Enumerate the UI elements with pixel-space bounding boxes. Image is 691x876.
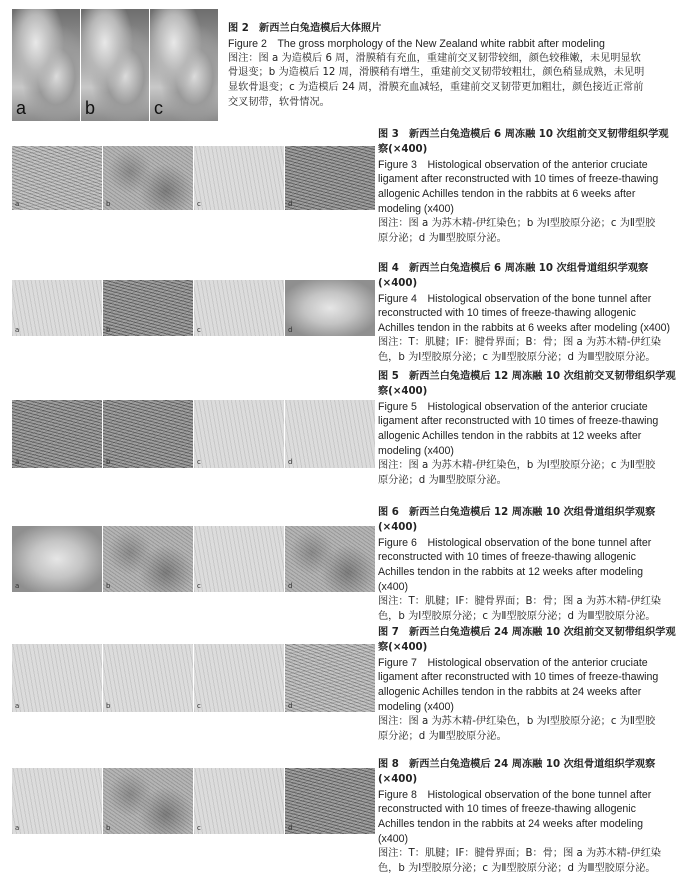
fig8-panel-d bbox=[285, 768, 375, 834]
fig5-title: 图 5 新西兰白兔造模后 12 周冻融 10 次组前交叉韧带组织学观 bbox=[378, 371, 676, 382]
fig5-caption bbox=[378, 370, 684, 488]
fig7-title: 察(×400) bbox=[378, 641, 428, 653]
panel-label: a bbox=[15, 824, 20, 832]
fig6-en-line: reconstructed with 10 times of freeze-thawing allogenic bbox=[378, 551, 636, 564]
fig5-panels bbox=[12, 400, 375, 468]
fig6-note-line: 色，b 为Ⅰ型胶原分泌；c 为Ⅱ型胶原分泌；d 为Ⅲ型胶原分泌。 bbox=[378, 610, 656, 622]
fig6-panel-b bbox=[103, 526, 193, 592]
fig3-note-line: 原分泌；d 为Ⅲ型胶原分泌。 bbox=[378, 232, 507, 244]
fig4-panel-a bbox=[12, 280, 102, 336]
fig8-en-line: (x400) bbox=[378, 832, 409, 845]
fig5-panel-d bbox=[285, 400, 375, 468]
fig3-en-line: Figure 3 Histological observation of the anterior cruciate bbox=[378, 158, 648, 171]
panel-label: b bbox=[106, 824, 111, 832]
fig8-caption bbox=[378, 758, 684, 876]
panel-label: d bbox=[288, 582, 293, 590]
fig3-title: 图 3 新西兰白兔造模后 6 周冻融 10 次组前交叉韧带组织学观 bbox=[378, 129, 669, 140]
panel-label: b bbox=[106, 200, 111, 208]
fig5-title: 察(×400) bbox=[378, 385, 428, 397]
fig5-note-line: 原分泌；d 为Ⅲ型胶原分泌。 bbox=[378, 474, 507, 486]
panel-label: a bbox=[15, 582, 20, 590]
fig4-note-line: 图注：T：肌腱；IF：腱骨界面；B：骨；图 a 为苏木精-伊红染 bbox=[378, 336, 661, 348]
fig4-en-line: Achilles tendon in the rabbits at 6 weeks after modeling (x400) bbox=[378, 322, 671, 335]
panel-label: b bbox=[106, 458, 111, 466]
fig4-title: 图 4 新西兰白兔造模后 6 周冻融 10 次组骨道组织学观察(×400) bbox=[378, 263, 649, 289]
fig8-note-line: 图注：T：肌腱；IF：腱骨界面；B：骨；图 a 为苏木精-伊红染 bbox=[378, 847, 661, 859]
fig3-title: 察(×400) bbox=[378, 143, 428, 155]
fig4-en-line: Figure 4 Histological observation of the bone tunnel after bbox=[378, 292, 652, 305]
fig6-panels bbox=[12, 526, 375, 592]
panel-label: c bbox=[197, 702, 201, 710]
panel-label: b bbox=[85, 98, 96, 118]
fig6-title: 图 6 新西兰白兔造模后 12 周冻融 10 次组骨道组织学观察(×400) bbox=[378, 507, 656, 533]
fig5-panel-c bbox=[194, 400, 284, 468]
panel-label: c bbox=[197, 824, 201, 832]
fig8-panel-c bbox=[194, 768, 284, 834]
fig4-panel-d bbox=[285, 280, 375, 336]
panel-label: a bbox=[16, 98, 27, 118]
fig5-panel-b bbox=[103, 400, 193, 468]
fig6-panel-a bbox=[12, 526, 102, 592]
fig7-en-line: modeling (x400) bbox=[378, 700, 454, 713]
panel-label: a bbox=[15, 702, 20, 710]
fig2-en-line: Figure 2 The gross morphology of the New Zealand white rabbit after modeling bbox=[228, 37, 605, 50]
panel-label: d bbox=[288, 824, 293, 832]
fig3-panels bbox=[12, 146, 375, 210]
panel-label: b bbox=[106, 582, 111, 590]
fig6-en-line: Achilles tendon in the rabbits at 12 weeks after modeling bbox=[378, 566, 643, 579]
fig3-en-line: modeling (x400) bbox=[378, 202, 454, 215]
fig3-en-line: allogenic Achilles tendon in the rabbits at 6 weeks after bbox=[378, 188, 636, 201]
fig3-panel-b bbox=[103, 146, 193, 210]
panel-label: c bbox=[154, 98, 163, 118]
fig5-note-line: 图注：图 a 为苏木精-伊红染色，b 为Ⅰ型胶原分泌；c 为Ⅱ型胶 bbox=[378, 459, 656, 471]
fig3-caption bbox=[378, 128, 684, 246]
fig4-note-line: 色，b 为Ⅰ型胶原分泌；c 为Ⅱ型胶原分泌；d 为Ⅲ型胶原分泌。 bbox=[378, 351, 656, 363]
panel-label: d bbox=[288, 200, 293, 208]
fig7-note-line: 图注：图 a 为苏木精-伊红染色，b 为Ⅰ型胶原分泌；c 为Ⅱ型胶 bbox=[378, 715, 656, 727]
fig7-panel-c bbox=[194, 644, 284, 712]
fig6-panel-d bbox=[285, 526, 375, 592]
panel-label: a bbox=[15, 200, 20, 208]
fig3-panel-c bbox=[194, 146, 284, 210]
fig7-panel-d bbox=[285, 644, 375, 712]
panel-label: d bbox=[288, 326, 293, 334]
fig4-panel-c bbox=[194, 280, 284, 336]
fig8-title: 图 8 新西兰白兔造模后 24 周冻融 10 次组骨道组织学观察(×400) bbox=[378, 759, 656, 785]
fig8-panel-b bbox=[103, 768, 193, 834]
fig7-note-line: 原分泌；d 为Ⅲ型胶原分泌。 bbox=[378, 730, 507, 742]
panel-label: b bbox=[106, 702, 111, 710]
fig8-panel-a bbox=[12, 768, 102, 834]
fig4-en-line: reconstructed with 10 times of freeze-thawing allogenic bbox=[378, 307, 636, 320]
fig2-note-line: 交叉韧带，软骨情况。 bbox=[228, 96, 330, 108]
fig2-panel-b bbox=[81, 9, 149, 121]
panel-label: a bbox=[15, 326, 20, 334]
fig7-panel-a bbox=[12, 644, 102, 712]
fig2-panels bbox=[12, 9, 218, 121]
fig5-en-line: Figure 5 Histological observation of the anterior cruciate bbox=[378, 400, 648, 413]
fig3-panel-a bbox=[12, 146, 102, 210]
fig7-en-line: allogenic Achilles tendon in the rabbits at 24 weeks after bbox=[378, 686, 642, 699]
fig5-en-line: allogenic Achilles tendon in the rabbits at 12 weeks after bbox=[378, 430, 642, 443]
fig7-caption bbox=[378, 626, 684, 744]
fig8-note-line: 色，b 为Ⅰ型胶原分泌；c 为Ⅱ型胶原分泌；d 为Ⅲ型胶原分泌。 bbox=[378, 862, 656, 874]
fig8-panels bbox=[12, 768, 375, 834]
fig2-panel-a bbox=[12, 9, 80, 121]
fig8-en-line: Figure 8 Histological observation of the bone tunnel after bbox=[378, 788, 652, 801]
fig5-en-line: ligament after reconstructed with 10 times of freeze-thawing bbox=[378, 415, 659, 428]
fig6-en-line: Figure 6 Histological observation of the bone tunnel after bbox=[378, 536, 652, 549]
fig4-panel-b bbox=[103, 280, 193, 336]
panel-label: c bbox=[197, 326, 201, 334]
fig2-panel-c bbox=[150, 9, 218, 121]
fig7-panels bbox=[12, 644, 375, 712]
fig7-en-line: Figure 7 Histological observation of the anterior cruciate bbox=[378, 656, 648, 669]
fig4-caption bbox=[378, 262, 684, 366]
fig6-panel-c bbox=[194, 526, 284, 592]
fig2-caption bbox=[228, 22, 684, 111]
fig2-note-line: 骨退变；b 为造模后 12 周，滑膜稍有增生，重建前交叉韧带较粗壮，颜色稍显成熟，未见明 bbox=[228, 67, 645, 79]
panel-label: d bbox=[288, 702, 293, 710]
fig8-en-line: Achilles tendon in the rabbits at 24 weeks after modeling bbox=[378, 818, 643, 831]
fig3-note-line: 图注：图 a 为苏木精-伊红染色；b 为Ⅰ型胶原分泌；c 为Ⅱ型胶 bbox=[378, 217, 656, 229]
fig7-en-line: ligament after reconstructed with 10 times of freeze-thawing bbox=[378, 671, 659, 684]
panel-label: c bbox=[197, 200, 201, 208]
fig2-note-line: 图注：图 a 为造模后 6 周，滑膜稍有充血，重建前交叉韧带较细，颜色较稚嫩，未见明显软 bbox=[228, 52, 641, 64]
panel-label: b bbox=[106, 326, 111, 334]
fig5-panel-a bbox=[12, 400, 102, 468]
panel-label: a bbox=[15, 458, 20, 466]
panel-label: c bbox=[197, 458, 201, 466]
fig6-note-line: 图注：T：肌腱；IF：腱骨界面；B：骨；图 a 为苏木精-伊红染 bbox=[378, 595, 661, 607]
fig3-en-line: ligament after reconstructed with 10 times of freeze-thawing bbox=[378, 173, 659, 186]
fig7-title: 图 7 新西兰白兔造模后 24 周冻融 10 次组前交叉韧带组织学观 bbox=[378, 627, 676, 638]
fig6-en-line: (x400) bbox=[378, 580, 409, 593]
fig4-panels bbox=[12, 280, 375, 336]
fig6-caption bbox=[378, 506, 684, 624]
fig2-note-line: 显软骨退变；c 为造模后 24 周，滑膜充血减轻，重建前交叉韧带更加粗壮，颜色接近正常前 bbox=[228, 82, 644, 94]
fig2-title: 图 2 新西兰白兔造模后大体照片 bbox=[228, 23, 382, 34]
panel-label: d bbox=[288, 458, 293, 466]
fig7-panel-b bbox=[103, 644, 193, 712]
fig5-en-line: modeling (x400) bbox=[378, 444, 454, 457]
panel-label: c bbox=[197, 582, 201, 590]
fig8-en-line: reconstructed with 10 times of freeze-thawing allogenic bbox=[378, 803, 636, 816]
fig3-panel-d bbox=[285, 146, 375, 210]
